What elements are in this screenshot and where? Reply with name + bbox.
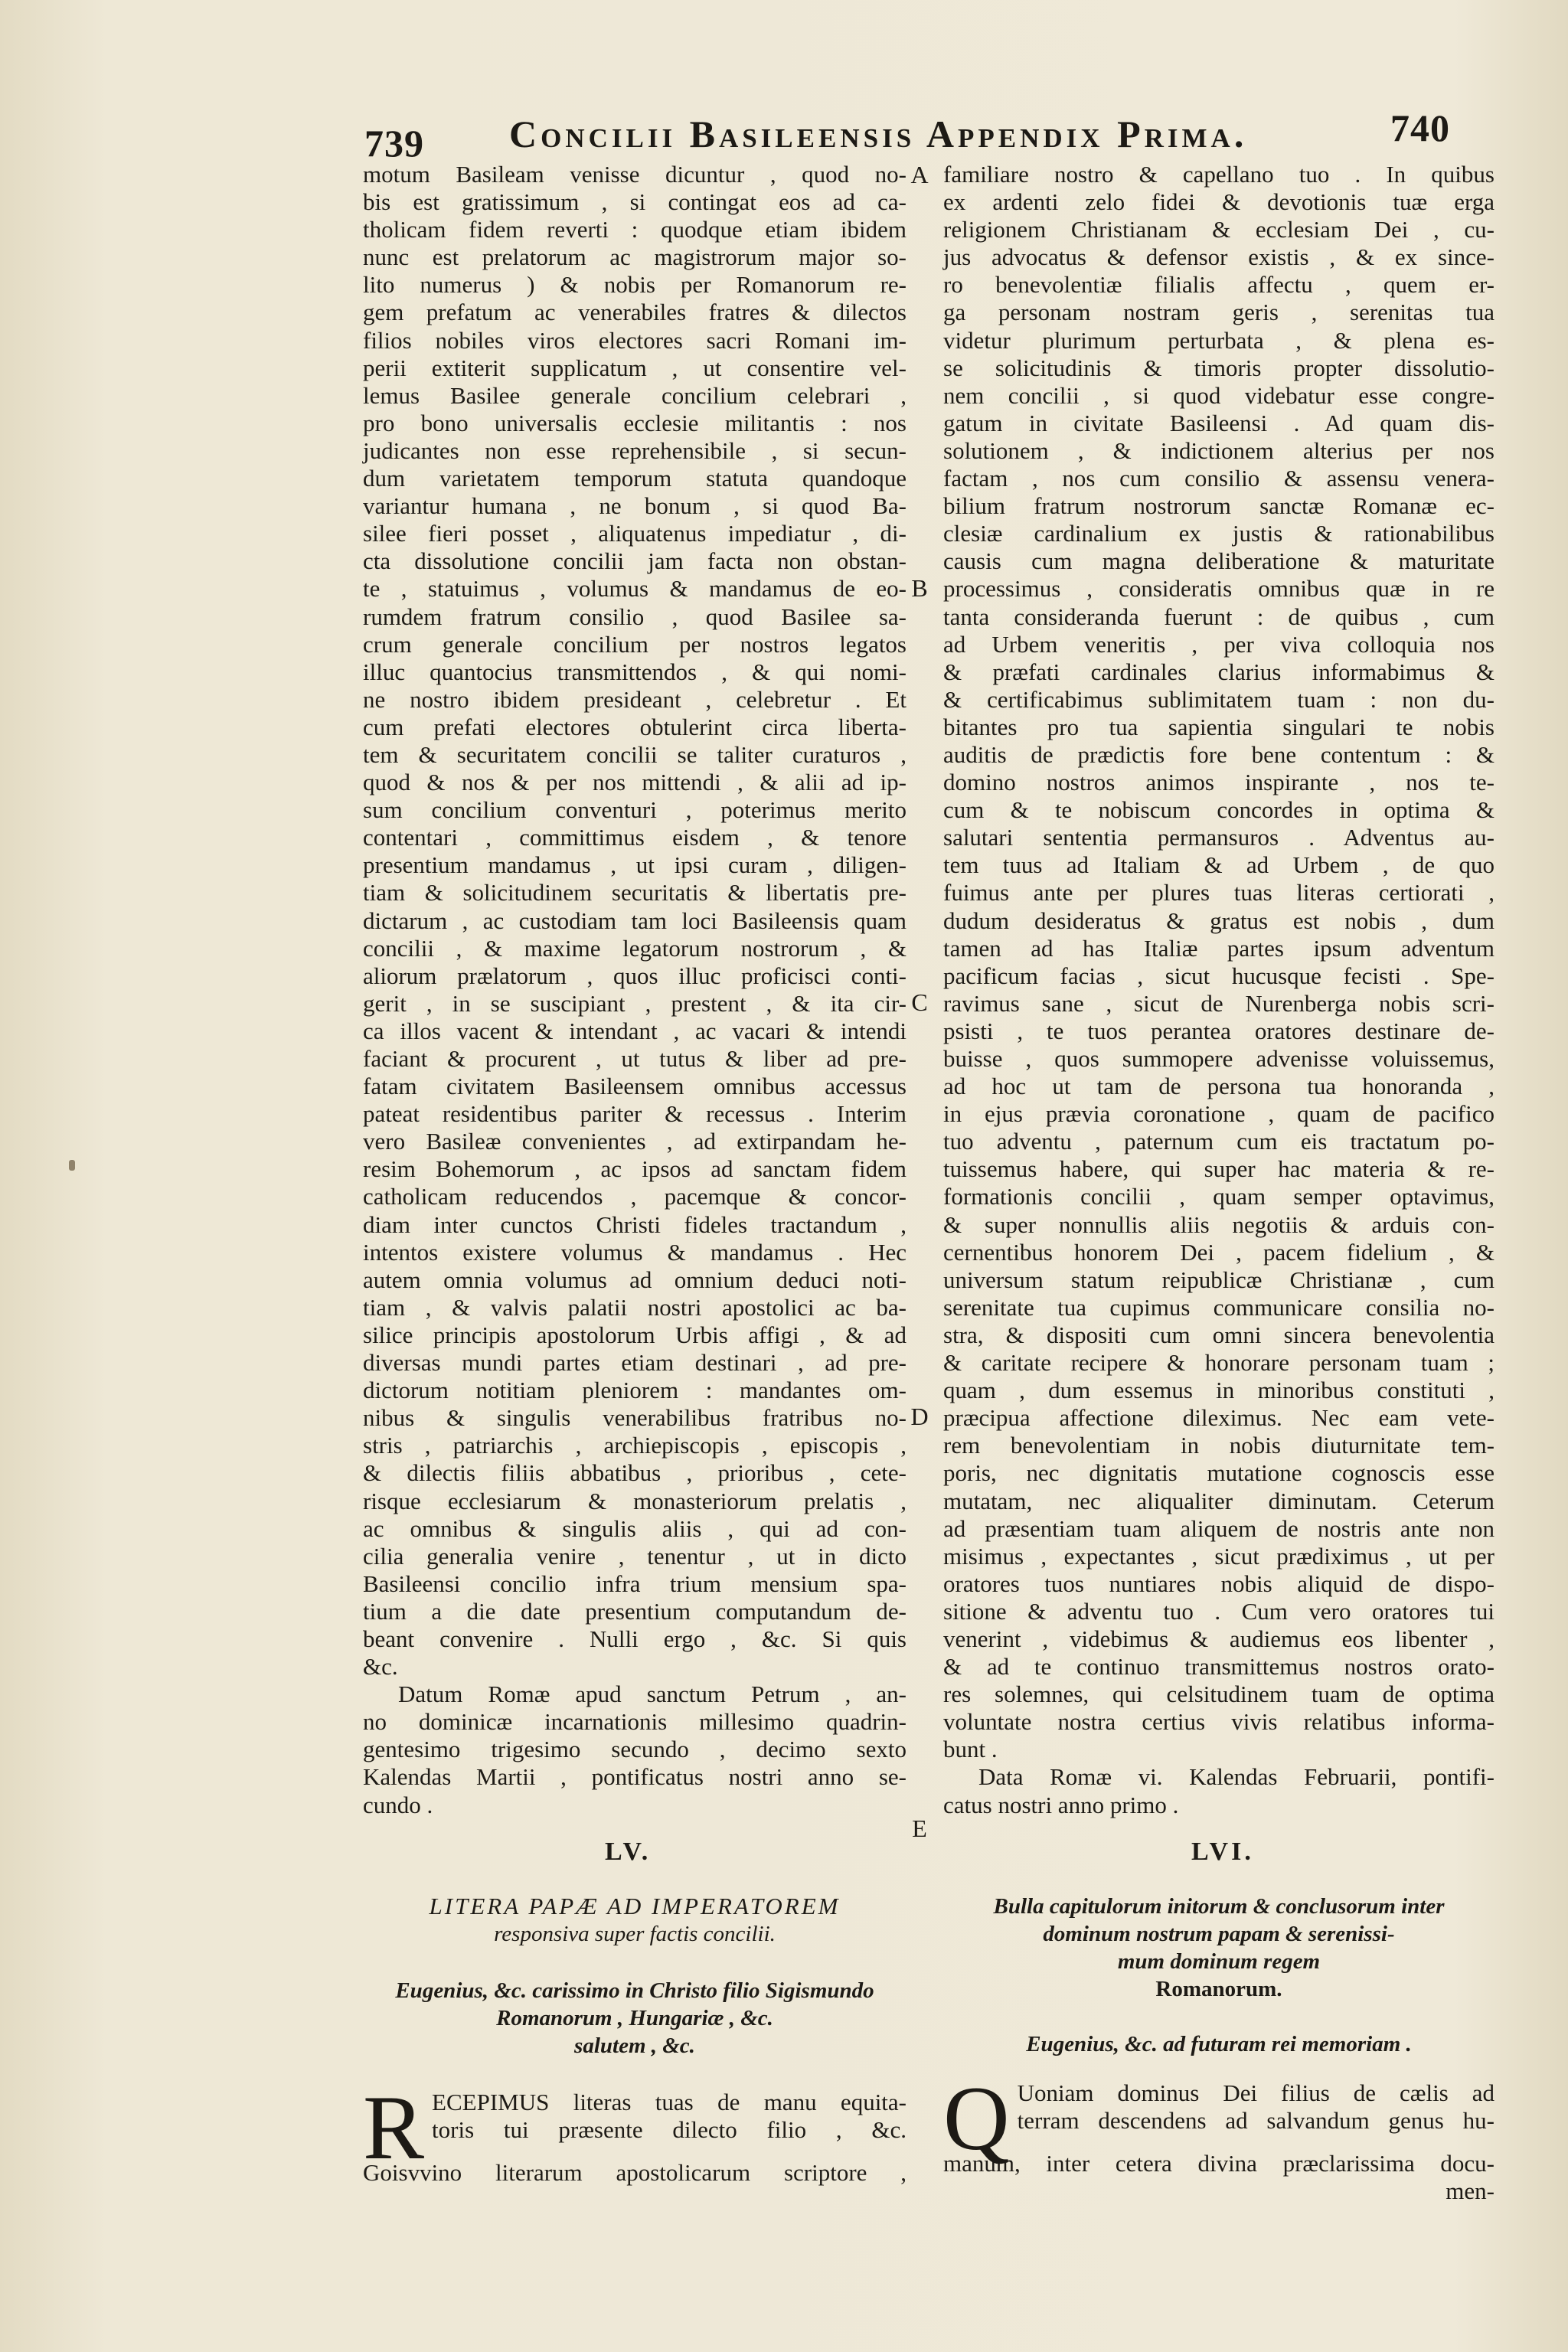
section-lv-title [363, 1893, 906, 1948]
section-lvi-body [943, 2067, 1494, 2205]
text-line: tanta consideranda fuerunt : de quibus , cum [943, 603, 1494, 630]
text-line: ca illos vacent & intendant , ac vacari & intendi [363, 1017, 906, 1044]
salutation-line: Eugenius, &c. carissimo in Christo filio Sigismundo [395, 1978, 874, 2003]
text-line: videtur plurimum perturbata , & plena es- [943, 326, 1494, 354]
salutation-line: Eugenius, &c. ad futuram rei memoriam . [1026, 2032, 1412, 2056]
text-line: variantur humana , ne bonum , si quod Ba- [363, 492, 906, 520]
text-line: ex ardenti zelo fidei & devotionis tuæ erga [943, 188, 1494, 216]
text-line: præcipua affectione dileximus. Nec eam vete- [943, 1404, 1494, 1432]
text-line: causis cum magna deliberatione & maturitate [943, 547, 1494, 575]
text-line: faciant & procurent , ut tutus & liber ad pre- [363, 1045, 906, 1072]
drop-cap-q: Q [943, 2067, 1010, 2169]
text-line: auditis de prædictis fore bene contentum : & [943, 740, 1494, 768]
text-line: venerint , videbimus & audiemus eos libenter , [943, 1625, 1494, 1652]
text-line: ne nostro ibidem presideant , celebretur . Et [363, 685, 906, 713]
dating-line: Data Romæ vi. Kalendas Februarii, pontifi- [978, 1763, 1494, 1791]
text-line: silee fieri posset , aliquatenus impediatur , di- [363, 520, 906, 547]
text-line: illuc quantocius transmittendos , & qui nomi- [363, 658, 906, 685]
text-line: cum prefati electores obtulerint circa liberta- [363, 713, 906, 740]
text-line: motum Basileam venisse dicuntur , quod no- [363, 161, 906, 188]
text-line: dictarum , ac custodiam tam loci Basileensis quam [363, 906, 906, 934]
right-text-column [943, 161, 1494, 1819]
text-line: crum generale concilium per nostros legatos [363, 630, 906, 658]
text-line: buisse , quos summopere advenisse voluissemus, [943, 1045, 1494, 1072]
text-line: oratores tuos nuntiares nobis aliquid de dispo- [943, 1570, 1494, 1597]
body-line: terram descendens ad salvandum genus hu- [1017, 2107, 1494, 2135]
text-line: perii extiterit supplicatum , ut consentire vel- [363, 354, 906, 381]
text-line: bitantes pro tua sapientia singulari te nobis [943, 713, 1494, 740]
text-line: diversas mundi partes etiam destinari , ad pre- [363, 1349, 906, 1377]
text-line: fuimus ante per plures tuas literas certiorati , [943, 879, 1494, 906]
text-line: pro bono universalis ecclesie militantis : nos [363, 409, 906, 436]
margin-letter-e: E [912, 1815, 927, 1842]
body-line: ECEPIMUS literas tuas de manu equita- [432, 2089, 906, 2115]
section-lvi-title-line: Romanorum. [1155, 1977, 1282, 2001]
text-line: & super nonnullis aliis negotiis & arduis con- [943, 1210, 1494, 1238]
text-line: lemus Basilee generale concilium celebrari , [363, 381, 906, 409]
text-line: dum varietatem temporum statuta quandoque [363, 465, 906, 492]
text-line: quod & nos & per nos mittendi , & alii ad ip- [363, 769, 906, 796]
text-line: fatam civitatem Basileensem omnibus accessus [363, 1073, 906, 1100]
text-line: stra, & dispositi cum omni sincera benevolentia [943, 1321, 1494, 1348]
text-line: tiam , & valvis palatii nostri apostolici ac ba- [363, 1293, 906, 1321]
text-line: dudum desideratus & gratus est nobis , dum [943, 906, 1494, 934]
text-line: factam , nos cum consilio & assensu venera- [943, 465, 1494, 492]
body-line: Goisvvino literarum apostolicarum scriptore , [363, 2159, 906, 2186]
text-line: resim Bohemorum , ac ipsos ad sanctam fidem [363, 1155, 906, 1183]
dating-line: no dominicæ incarnationis millesimo quadrin- [363, 1708, 906, 1736]
text-line: catholicam reducendos , pacemque & concor- [363, 1183, 906, 1210]
text-line: presentium mandamus , ut ipsi curam , diligen- [363, 851, 906, 879]
text-line: universum statum reipublicæ Christianæ , cum [943, 1266, 1494, 1293]
text-line: sitione & adventu tuo . Cum vero oratores tui [943, 1597, 1494, 1625]
section-lvi-title-line: Bulla capitulorum initorum & conclusorum inter [993, 1894, 1445, 1919]
text-line: vero Basileæ convenientes , ad extirpandam he- [363, 1128, 906, 1155]
text-line: poris, nec dignitatis mutatione cognoscis esse [943, 1459, 1494, 1487]
dating-line: gentesimo trigesimo secundo , decimo sexto [363, 1736, 906, 1763]
text-line: ad præsentiam tuam aliquem de nostris ante non [943, 1514, 1494, 1542]
section-number-lvi: LVI. [1191, 1838, 1254, 1866]
text-line: domino nostros animos inspirante , nos te- [943, 769, 1494, 796]
dating-line: Kalendas Martii , pontificatus nostri anno se- [363, 1763, 906, 1791]
text-line: contentari , committimus eisdem , & tenore [363, 824, 906, 851]
text-line: nunc est prelatorum ac magistrorum major so- [363, 243, 906, 271]
text-line: gerit , in se suscipiant , prestent , & ita cir- [363, 989, 906, 1017]
text-line: cilia generalia venire , tenentur , ut in dicto [363, 1542, 906, 1570]
text-line: bunt . [943, 1736, 998, 1763]
text-line: tuissemus habere, qui super hac materia & re- [943, 1155, 1494, 1183]
text-line: nem concilii , si quod videbatur esse congre- [943, 381, 1494, 409]
text-line: gatum in civitate Basileensi . Ad quam dis- [943, 409, 1494, 436]
text-line: beant convenire . Nulli ergo , &c. Si quis [363, 1625, 906, 1652]
text-line: psisti , te tuos perantea oratores destinare de- [943, 1017, 1494, 1044]
text-line: intentos existere volumus & mandamus . Hec [363, 1238, 906, 1266]
text-line: tem & securitatem concilii se taliter curaturos , [363, 740, 906, 768]
section-lvi-title [943, 1893, 1494, 2003]
text-line: diam inter cunctos Christi fideles tractandum , [363, 1210, 906, 1238]
section-lv-salutation [363, 1977, 906, 2060]
text-line: Basileensi concilio infra trium mensium spa- [363, 1570, 906, 1597]
text-line: tiam & solicitudinem securitatis & libertatis pre- [363, 879, 906, 906]
ink-spot [69, 1160, 75, 1171]
margin-letter-c: C [911, 988, 928, 1016]
text-line: sum concilium conventuri , poterimus merito [363, 796, 906, 824]
text-line: clesiæ cardinalium ex justis & rationabilibus [943, 520, 1494, 547]
text-line: se solicitudinis & timoris propter dissolutio- [943, 354, 1494, 381]
body-line: manum, inter cetera divina præclarissima docu- [943, 2150, 1494, 2177]
text-line: misimus , expectantes , sicut prædiximus , ut per [943, 1542, 1494, 1570]
text-line: cernentibus honorem Dei , pacem fidelium , & [943, 1238, 1494, 1266]
text-line: & caritate recipere & honorare personam tuam ; [943, 1349, 1494, 1377]
text-line: concilii , & maxime legatorum nostrorum , & [363, 934, 906, 962]
text-line: aliorum prælatorum , quos illuc proficisci conti- [363, 962, 906, 989]
text-line: voluntate nostra certius vivis relatibus informa- [943, 1708, 1494, 1736]
text-line: silice principis apostolorum Urbis affigi , & ad [363, 1321, 906, 1348]
dating-line: Datum Romæ apud sanctum Petrum , an- [398, 1681, 906, 1708]
text-line: ga personam nostram geris , serenitas tua [943, 299, 1494, 326]
text-line: gem prefatum ac venerabiles fratres & dilectos [363, 299, 906, 326]
text-line: judicantes non esse reprehensibile , si secun- [363, 436, 906, 464]
text-line: res solemnes, qui celsitudinem tuam de optima [943, 1681, 1494, 1708]
text-line: filios nobiles viros electores sacri Romani im- [363, 326, 906, 354]
text-line: mutatam, nec aliqualiter diminutam. Ceterum [943, 1487, 1494, 1514]
text-line: pateat residentibus pariter & recessus . Interim [363, 1100, 906, 1128]
text-line: stris , patriarchis , archiepiscopis , episcopis , [363, 1432, 906, 1459]
section-lvi-title-line: mum dominum regem [1117, 1949, 1321, 1974]
text-line: & dilectis filiis abbatibus , prioribus , cete- [363, 1459, 906, 1487]
text-line: familiare nostro & capellano tuo . In quibus [943, 161, 1494, 188]
text-line: te , statuimus , volumus & mandamus de eo- [363, 575, 906, 603]
text-line: tium a die date presentium computandum de- [363, 1597, 906, 1625]
text-line: & præfati cardinales clarius informabimus & [943, 658, 1494, 685]
text-line: ro benevolentiæ filialis affectu , quem er- [943, 271, 1494, 299]
text-line: serenitate tua cupimus communicare consilia no- [943, 1293, 1494, 1321]
text-line: tholicam fidem reverti : quodque etiam ibidem [363, 216, 906, 243]
text-line: &c. [363, 1653, 398, 1681]
text-line: bilium fratrum nostrorum sanctæ Romanæ ec- [943, 492, 1494, 520]
text-line: autem omnia volumus ad omnium deduci noti- [363, 1266, 906, 1293]
text-line: formationis concilii , quam semper optavimus, [943, 1183, 1494, 1210]
text-line: rumdem fratrum consilio , quod Basilee sa- [363, 603, 906, 630]
margin-letter-a: A [910, 161, 929, 188]
drop-cap-r: R [363, 2076, 425, 2178]
text-line: lito numerus ) & nobis per Romanorum re- [363, 271, 906, 299]
text-line: pacificum facias , sicut hucusque fecisti . Spe- [943, 962, 1494, 989]
text-line: nibus & singulis venerabilibus fratribus no- [363, 1404, 906, 1432]
running-title: Concilii Basileensis Appendix Prima. [509, 113, 1248, 155]
text-line: tuo adventu , paternum cum eis tractatum po- [943, 1128, 1494, 1155]
text-line: dictorum notitiam pleniorem : mandantes om- [363, 1377, 906, 1404]
salutation-line: Romanorum , Hungariæ , &c. [496, 2006, 773, 2030]
body-line: toris tui præsente dilecto filio , &c. [432, 2116, 906, 2144]
dating-line: catus nostri anno primo . [943, 1791, 1179, 1818]
text-line: ac omnibus & singulis aliis , qui ad con- [363, 1514, 906, 1542]
text-line: bis est gratissimum , si contingat eos ad ca- [363, 188, 906, 216]
text-line: ad hoc ut tam de persona tua honoranda , [943, 1073, 1494, 1100]
text-line: & certificabimus sublimitatem tuam : non du- [943, 685, 1494, 713]
text-line: salutari sententia permansuros . Adventus au- [943, 824, 1494, 851]
text-line: ravimus sane , sicut de Nurenberga nobis scri- [943, 989, 1494, 1017]
dating-line: cundo . [363, 1791, 433, 1818]
section-lv-body [363, 2076, 906, 2187]
catchword: men- [1446, 2177, 1494, 2205]
text-line: ad Urbem veneritis , per viva colloquia nos [943, 630, 1494, 658]
section-lvi-salutation [943, 2030, 1494, 2058]
left-text-column [363, 161, 906, 1819]
text-line: rem benevolentiam in nobis diuturnitate tem- [943, 1432, 1494, 1459]
salutation-line: salutem , &c. [574, 2034, 695, 2058]
section-number-lv: LV. [605, 1838, 652, 1866]
text-line: in ejus prævia coronatione , quam de pacifico [943, 1100, 1494, 1128]
body-line: Uoniam dominus Dei filius de cælis ad [1017, 2079, 1494, 2106]
margin-letter-d: D [910, 1403, 929, 1430]
text-line: cum & te nobiscum concordes in optima & [943, 796, 1494, 824]
page-number-left: 739 [364, 122, 424, 165]
text-line: religionem Christianam & ecclesiam Dei , cu- [943, 216, 1494, 243]
page-number-right: 740 [1390, 106, 1450, 149]
section-lvi-title-line: dominum nostrum papam & serenissi- [1043, 1922, 1395, 1946]
text-line: solutionem , & indictionem alterius per nos [943, 436, 1494, 464]
text-line: tem tuus ad Italiam & ad Urbem , de quo [943, 851, 1494, 879]
text-line: jus advocatus & defensor existis , & ex since- [943, 243, 1494, 271]
section-lv-title-line: responsiva super factis concilii. [494, 1922, 776, 1946]
text-line: quam , dum essemus in minoribus constituti , [943, 1377, 1494, 1404]
margin-letter-b: B [911, 574, 928, 602]
text-line: & ad te continuo transmittemus nostros orato- [943, 1653, 1494, 1681]
text-line: cta dissolutione concilii jam facta non obstan- [363, 547, 906, 575]
text-line: processimus , consideratis omnibus quæ in re [943, 575, 1494, 603]
section-lv-title-line: LITERA PAPÆ AD IMPERATOREM [429, 1893, 841, 1919]
text-line: tamen ad has Italiæ partes ipsum adventum [943, 934, 1494, 962]
text-line: risque ecclesiarum & monasteriorum prelatis , [363, 1487, 906, 1514]
